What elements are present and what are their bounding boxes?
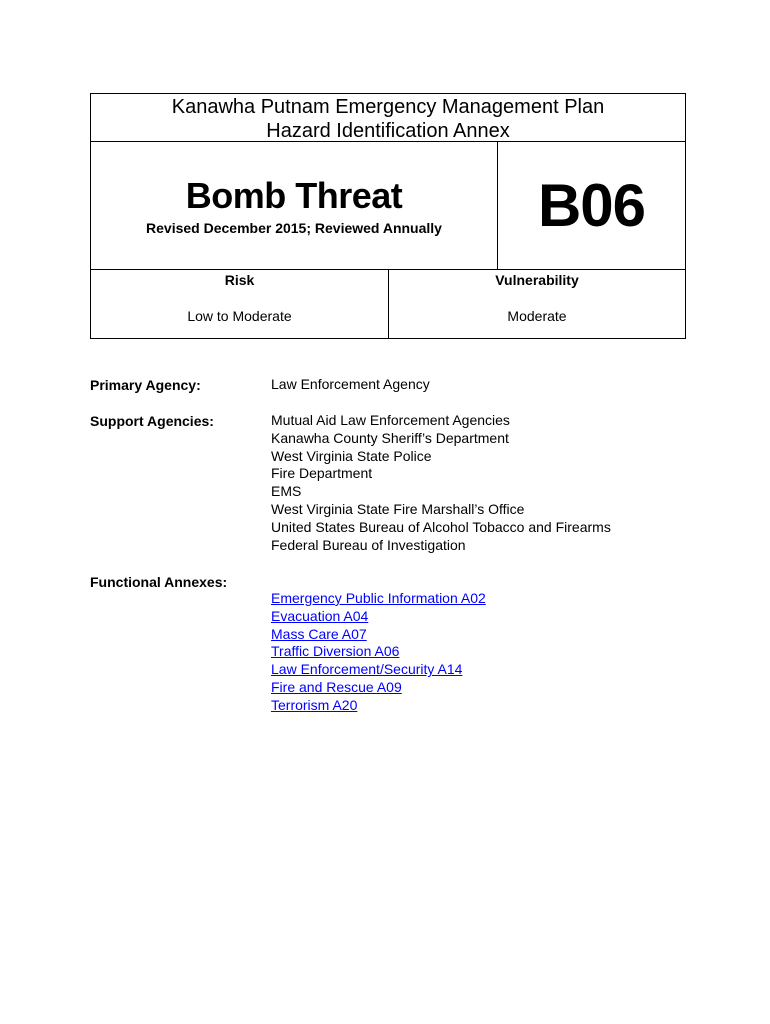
list-item: Kanawha County Sheriff’s Department (271, 429, 509, 446)
plan-title: Kanawha Putnam Emergency Management Plan (171, 96, 605, 118)
list-item: Fire Department (271, 465, 373, 482)
functional-annexes-list (271, 590, 486, 715)
risk-value: Low to Moderate (187, 308, 292, 324)
list-item: Mutual Aid Law Enforcement Agencies (271, 412, 510, 428)
annex-link-emergency-public-information[interactable]: Emergency Public Information A02 (271, 590, 486, 606)
primary-agency-list (271, 376, 430, 394)
functional-annexes-label: Functional Annexes: (90, 574, 228, 590)
vulnerability-label: Vulnerability (495, 272, 579, 288)
list-item: United States Bureau of Alcohol Tobacco and Firearms (271, 518, 611, 535)
risk-label: Risk (224, 272, 255, 288)
annex-link-evacuation[interactable]: Evacuation A04 (271, 607, 369, 624)
list-item: Federal Bureau of Investigation (271, 536, 466, 553)
annex-subtitle: Hazard Identification Annex (266, 120, 510, 142)
annex-link-traffic-diversion[interactable]: Traffic Diversion A06 (271, 643, 400, 660)
hazard-title-cell (91, 142, 498, 269)
list-item: EMS (271, 483, 302, 500)
risk-cell (91, 270, 389, 338)
support-agencies-label: Support Agencies: (90, 413, 214, 429)
revision-note: Revised December 2015; Reviewed Annually (146, 220, 442, 236)
annex-link-law-enforcement-security[interactable]: Law Enforcement/Security A14 (271, 661, 463, 678)
hazard-title: Bomb Threat (185, 175, 403, 216)
vulnerability-cell (389, 270, 685, 338)
risk-vulnerability-row (91, 270, 685, 338)
annex-header-table (90, 93, 686, 339)
hazard-code: B06 (537, 172, 646, 239)
list-item: West Virginia State Fire Marshall’s Office (271, 500, 525, 517)
annex-link-terrorism[interactable]: Terrorism A20 (271, 696, 358, 713)
list-item: Law Enforcement Agency (271, 376, 430, 392)
support-agencies-list (271, 412, 611, 554)
vulnerability-value: Moderate (507, 308, 567, 324)
primary-agency-label: Primary Agency: (90, 377, 201, 393)
annex-link-mass-care[interactable]: Mass Care A07 (271, 625, 367, 642)
plan-title-cell (91, 94, 685, 142)
list-item: West Virginia State Police (271, 447, 432, 464)
hazard-title-row (91, 142, 685, 270)
annex-link-fire-and-rescue[interactable]: Fire and Rescue A09 (271, 678, 402, 695)
